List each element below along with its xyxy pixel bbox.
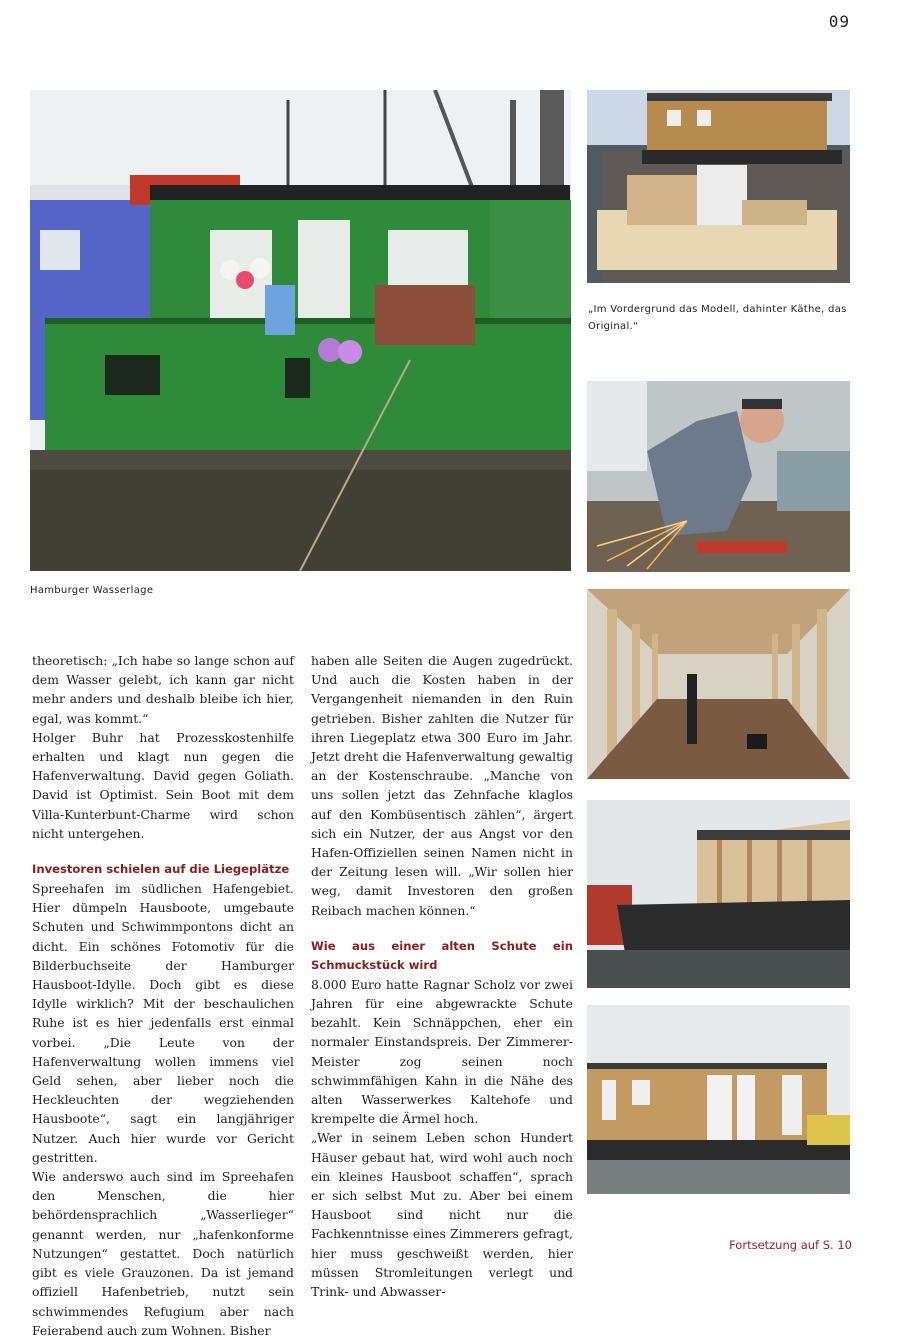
col2-subhead: Wie aus einer alten Schute ein Schmuckstück wird [311,938,573,972]
col1-subhead: Investoren schielen auf die Liegeplätze [32,862,290,877]
col1-paragraph-1: theoretisch: „Ich habe so lange schon auf dem Wasser gelebt, ich kann gar nicht mehr anders und deshalb bleibe ich hier, egal, was kommt.“ [32,653,294,726]
col2-paragraph-3: „Wer in seinem Leben schon Hundert Häuser gebaut hat, wird wohl auch noch ein kleines Hausboot schaffen“, sprach er sich selbst Mut zu. Aber bei einem Hausboot sind nicht nur die Fachkenntnisse eines Zimmerers gefragt, hier muss geschweißt werden, hier müssen Stromleitungen verlegt und Trink- und Abwasser- [311,1130,573,1300]
col1-paragraph-3: Spreehafen im südlichen Hafengebiet. Hier dümpeln Hausboote, umgebaute Schuten und Schwimmpontons dicht an dicht. Ein schönes Fotomotiv für die Bilderbuchseite der Hamburger Hausboot-Idylle. Doch gibt es diese Idylle wirklich? Mit der beschaulichen Ruhe ist es hier jedenfalls erst einmal vorbei. „Die Leute von der Hafenverwaltung wollen immens viel Geld sehen, aber lieber noch die Heckleuchten der wegziehenden Hausboote“, sagt ein langjähriger Nutzer. Auch hier wurde vor Gericht gestritten. [32,881,294,1165]
continued-link[interactable]: Fortsetzung auf S. 10 [729,1238,852,1252]
col2-paragraph-1: haben alle Seiten die Augen zugedrückt. Und auch die Kosten haben in der Vergangenheit niemanden in den Ruin getrieben. Bisher zahlten die Nutzer für ihren Liegeplatz etwa 300 Euro im Jahr. Jetzt dreht die Hafenverwaltung gewaltig an der Kostenschraube. „Manche von uns sollen jetzt das Zehnfache klaglos auf den Kombüsentisch zählen“, ärgert sich ein Nutzer, der aus Angst vor den Hafen-Offiziellen seinen Namen nicht in der Zeitung lesen will. „Wir sollen hier weg, damit Investoren den großen Reibach machen können.“ [311,653,573,918]
side-photo-welding [587,381,850,572]
side-photo-finished-houseboat [587,1005,850,1194]
page-number: 09 [828,12,850,31]
main-photo-caption: Hamburger Wasserlage [30,585,154,596]
article-column-2 [311,651,573,1301]
side-photo-model-caption: „Im Vordergrund das Modell, dahinter Käthe, das Original.“ [588,304,847,332]
side-photo-frame-interior [587,589,850,779]
col1-paragraph-2: Holger Buhr hat Prozesskostenhilfe erhalten und klagt nun gegen die Hafenverwaltung. David gegen Goliath. David ist Optimist. Sein Boot mit dem Villa-Kunterbunt-Charme wird schon nicht untergehen. [32,729,294,841]
side-photo-model [587,90,850,283]
side-photo-hull-frame [587,800,850,988]
col2-paragraph-2: 8.000 Euro hatte Ragnar Scholz vor zwei Jahren für eine abgewrackte Schute bezahlt. Kein Schnäppchen, eher ein normaler Einstandspreis. Der Zimmerer-Meister zog seinen noch schwimmfähigen Kahn in die Nähe des alten Wasserwerkes Kaltehofe und krempelte die Ärmel hoch. [311,976,573,1127]
main-photo-houseboat [30,90,571,571]
col1-paragraph-4: Wie anderswo auch sind im Spreehafen den Menschen, die hier behördensprachlich „Wasserlieger“ genannt werden, nur „hafenkonforme Nutzungen“ gestattet. Doch natürlich gibt es viele Grauzonen. Da ist jemand offiziell Hafenbetrieb, nutzt sein schwimmendes Refugium aber nach Feierabend auch zum Wohnen. Bisher [32,1169,294,1338]
article-column-1 [32,651,294,1340]
